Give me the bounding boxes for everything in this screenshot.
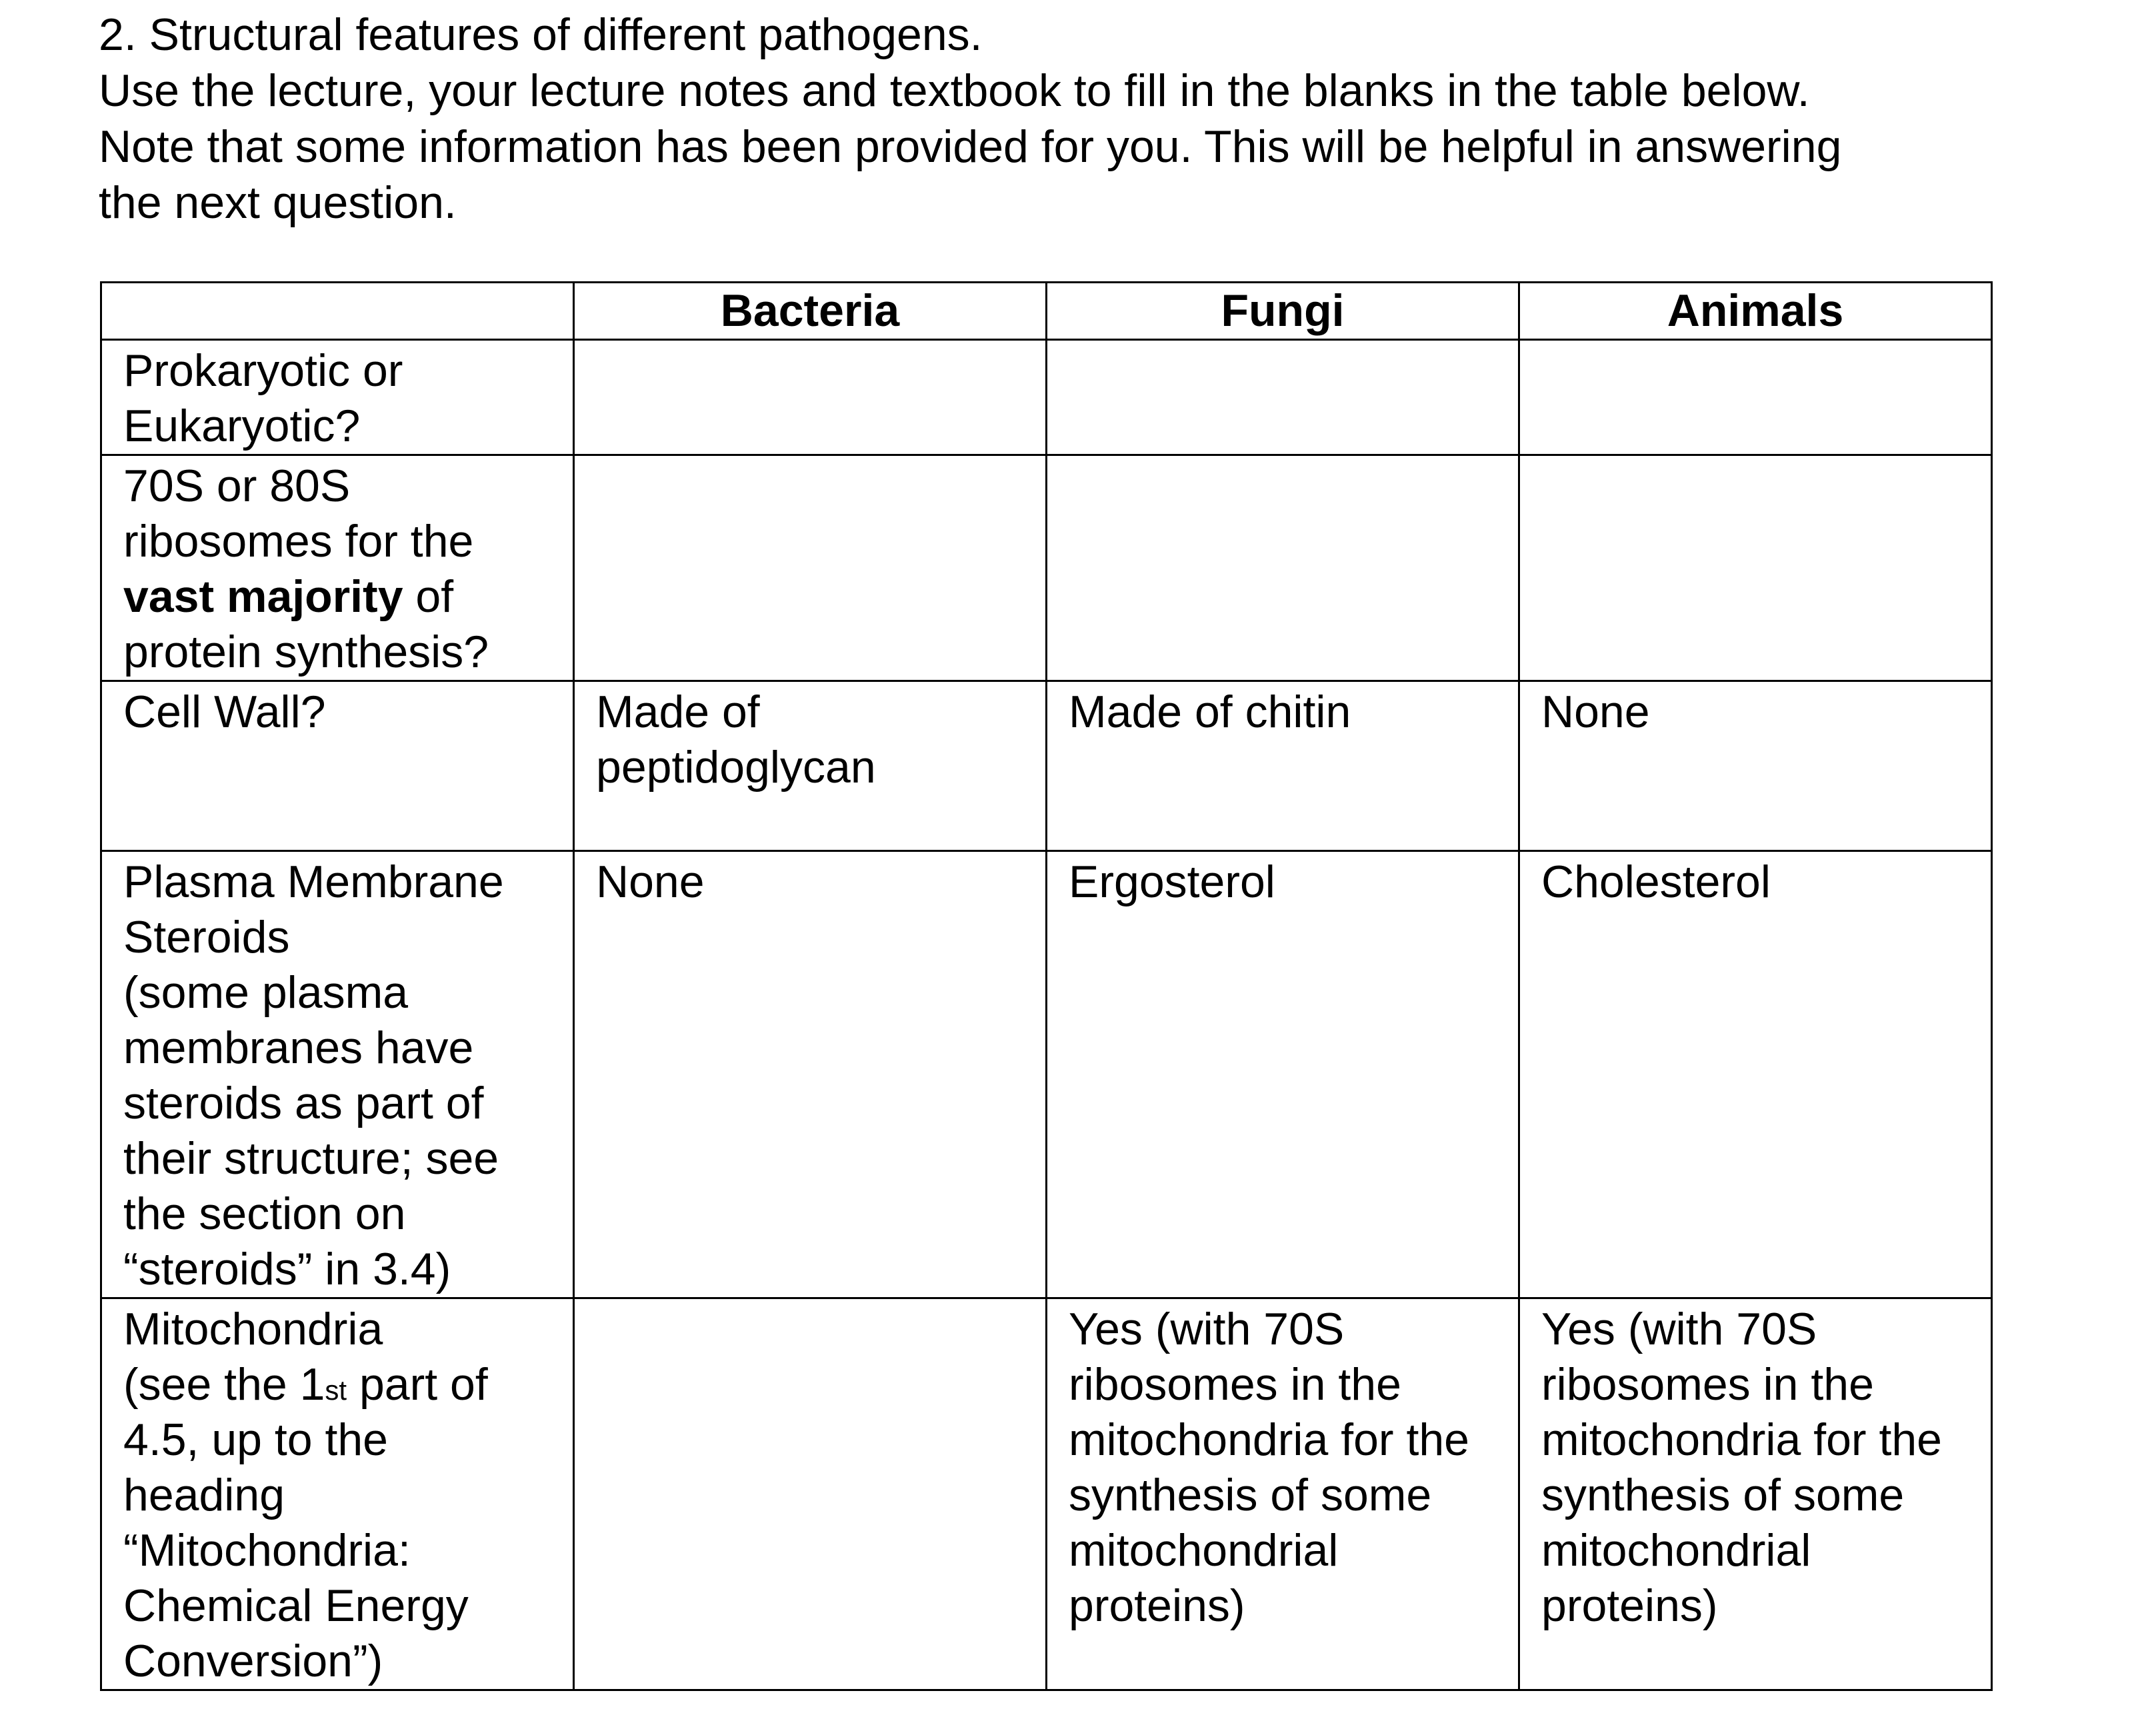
row-label-cell-wall xyxy=(101,681,574,851)
row-label-steroids xyxy=(101,851,574,1298)
label-line: protein synthesis? xyxy=(123,627,489,677)
row-label-ribosomes xyxy=(101,455,574,681)
answer-cell-bacteria-ribosomes[interactable] xyxy=(574,455,1047,681)
cell-line: proteins) xyxy=(1541,1580,1718,1631)
emphasis-text: vast majority xyxy=(123,571,403,622)
answer-cell-bacteria-prokaryotic[interactable] xyxy=(574,340,1047,455)
label-line: Chemical Energy xyxy=(123,1580,469,1631)
cell-line: peptidoglycan xyxy=(596,742,876,793)
answer-cell-animals-ribosomes[interactable] xyxy=(1519,455,1992,681)
cell-animals-mitochondria xyxy=(1519,1298,1992,1690)
cell-line: Made of xyxy=(596,687,760,737)
cell-fungi-steroids: Ergosterol xyxy=(1047,851,1519,1298)
cell-line: synthesis of some xyxy=(1069,1470,1432,1520)
label-line: their structure; see xyxy=(123,1133,499,1184)
cell-line: mitochondrial xyxy=(1541,1525,1811,1576)
cell-animals-steroids: Cholesterol xyxy=(1519,851,1992,1298)
cell-bacteria-cell-wall xyxy=(574,681,1047,851)
cell-line: Yes (with 70S xyxy=(1541,1304,1817,1354)
question-heading: 2. Structural features of different pathogens. xyxy=(99,9,983,60)
label-line: 4.5, up to the xyxy=(123,1414,388,1465)
instruction-line: the next question. xyxy=(99,177,457,228)
header-row xyxy=(101,283,1992,340)
instructions xyxy=(99,7,2032,231)
cell-line: ribosomes in the xyxy=(1069,1359,1401,1410)
label-text: part of xyxy=(347,1359,488,1410)
row-label-prokaryotic xyxy=(101,340,574,455)
label-text: (see the 1 xyxy=(123,1359,325,1410)
row-label-mitochondria xyxy=(101,1298,574,1690)
cell-line: mitochondrial xyxy=(1069,1525,1339,1576)
label-line: 70S or 80S xyxy=(123,461,351,511)
cell-line: mitochondria for the xyxy=(1541,1414,1942,1465)
label-line: membranes have xyxy=(123,1022,474,1073)
label-line: the section on xyxy=(123,1188,406,1239)
label-line: Prokaryotic or xyxy=(123,345,403,396)
table-row-cell-wall xyxy=(101,681,1992,851)
cell-bacteria-steroids: None xyxy=(574,851,1047,1298)
label-line: heading xyxy=(123,1470,285,1520)
instruction-line: Use the lecture, your lecture notes and textbook to fill in the blanks in the table below. xyxy=(99,65,1810,116)
cell-animals-cell-wall: None xyxy=(1519,681,1992,851)
label-line: ribosomes for the xyxy=(123,516,474,567)
cell-fungi-cell-wall: Made of chitin xyxy=(1047,681,1519,851)
cell-line: Yes (with 70S xyxy=(1069,1304,1345,1354)
animals-header: Animals xyxy=(1519,283,1992,340)
instruction-line: Note that some information has been provided for you. This will be helpful in answering xyxy=(99,121,1842,172)
label-line: Steroids xyxy=(123,912,290,962)
table-row-ribosomes xyxy=(101,455,1992,681)
answer-cell-bacteria-mitochondria[interactable] xyxy=(574,1298,1047,1690)
label-line: steroids as part of xyxy=(123,1078,484,1128)
label-text: of xyxy=(403,571,454,622)
table-row-prokaryotic xyxy=(101,340,1992,455)
label-line: Plasma Membrane xyxy=(123,857,504,907)
answer-cell-fungi-ribosomes[interactable] xyxy=(1047,455,1519,681)
answer-cell-fungi-prokaryotic[interactable] xyxy=(1047,340,1519,455)
label-line: Cell Wall? xyxy=(123,687,326,737)
cell-line: mitochondria for the xyxy=(1069,1414,1469,1465)
label-line: Conversion”) xyxy=(123,1636,383,1686)
table-row-mitochondria xyxy=(101,1298,1992,1690)
label-line: “Mitochondria: xyxy=(123,1525,411,1576)
label-line xyxy=(123,569,551,625)
label-line xyxy=(123,1357,551,1412)
superscript-text: st xyxy=(325,1374,347,1406)
label-line: Mitochondria xyxy=(123,1304,383,1354)
fungi-header: Fungi xyxy=(1047,283,1519,340)
label-line: “steroids” in 3.4) xyxy=(123,1244,451,1294)
corner-header-cell xyxy=(101,283,574,340)
cell-fungi-mitochondria xyxy=(1047,1298,1519,1690)
cell-line: ribosomes in the xyxy=(1541,1359,1874,1410)
cell-line: synthesis of some xyxy=(1541,1470,1905,1520)
table-row-steroids xyxy=(101,851,1992,1298)
answer-cell-animals-prokaryotic[interactable] xyxy=(1519,340,1992,455)
label-line: (some plasma xyxy=(123,967,409,1018)
label-line: Eukaryotic? xyxy=(123,401,361,451)
cell-line: proteins) xyxy=(1069,1580,1245,1631)
pathogen-features-table xyxy=(100,281,1993,1691)
bacteria-header: Bacteria xyxy=(574,283,1047,340)
